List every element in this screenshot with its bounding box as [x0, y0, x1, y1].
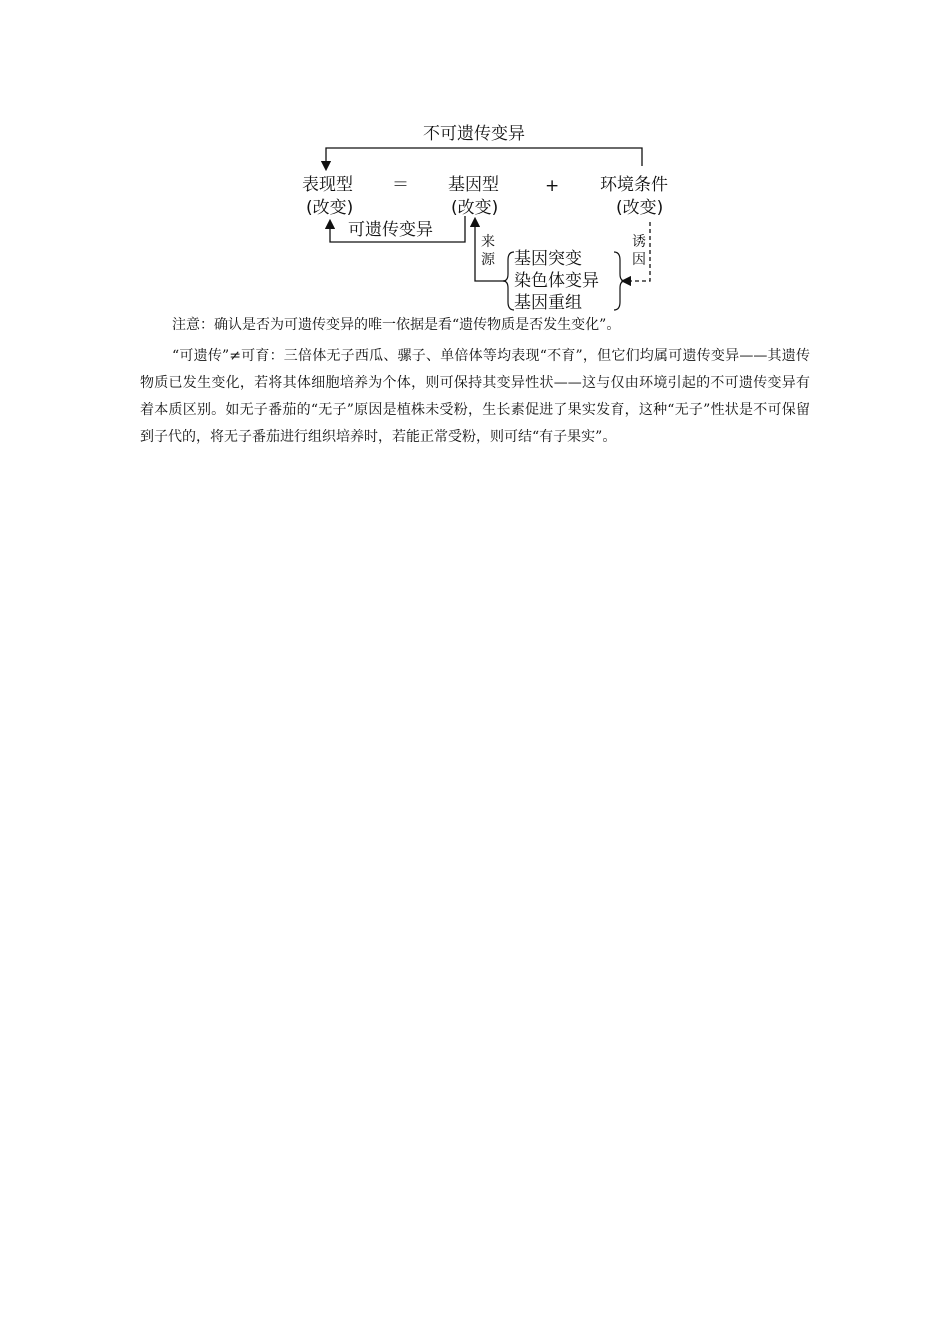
source-chromosome-variation: 染色体变异: [514, 271, 599, 291]
body-paragraph: “可遗传”≠可育：三倍体无子西瓜、骡子、单倍体等均表现“不育”，但它们均属可遗传变异——其遗传物质已发生变化，若将其体细胞培养为个体，则可保持其变异性状——这与仅由环境引起的不可遗传变异有着本质区别。如无子番茄的“无子”原因是植株未受粉，生长素促进了果实发育，这种“无子”性状是不可保留到子代的，将无子番茄进行组织培养时，若能正常受粉，则可结“有子果实”。: [140, 348, 810, 445]
diagram-arrows: [290, 118, 690, 318]
source-label: 来源: [481, 234, 495, 268]
source-gene-mutation: 基因突变: [514, 249, 582, 269]
equals-sign: ＝: [392, 175, 409, 195]
note-text: 注意：确认是否为可遗传变异的唯一依据是看“遗传物质是否发生变化”。: [172, 317, 621, 333]
genotype-label: 基因型: [448, 175, 499, 195]
non-heritable-label: 不可遗传变异: [423, 124, 525, 144]
phenotype-label: 表现型: [302, 175, 353, 195]
plus-sign: +: [545, 176, 560, 196]
environment-change: (改变): [616, 198, 664, 218]
left-brace: [503, 252, 514, 310]
cause-label: 诱因: [632, 234, 646, 268]
heritable-label: 可遗传变异: [348, 220, 433, 240]
genotype-change: (改变): [451, 198, 499, 218]
non-heritable-arrow: [326, 148, 642, 166]
source-gene-recombination: 基因重组: [514, 293, 582, 313]
phenotype-change: (改变): [306, 198, 354, 218]
variation-diagram: [290, 118, 690, 318]
right-brace: [614, 252, 625, 310]
environment-label: 环境条件: [600, 175, 668, 195]
